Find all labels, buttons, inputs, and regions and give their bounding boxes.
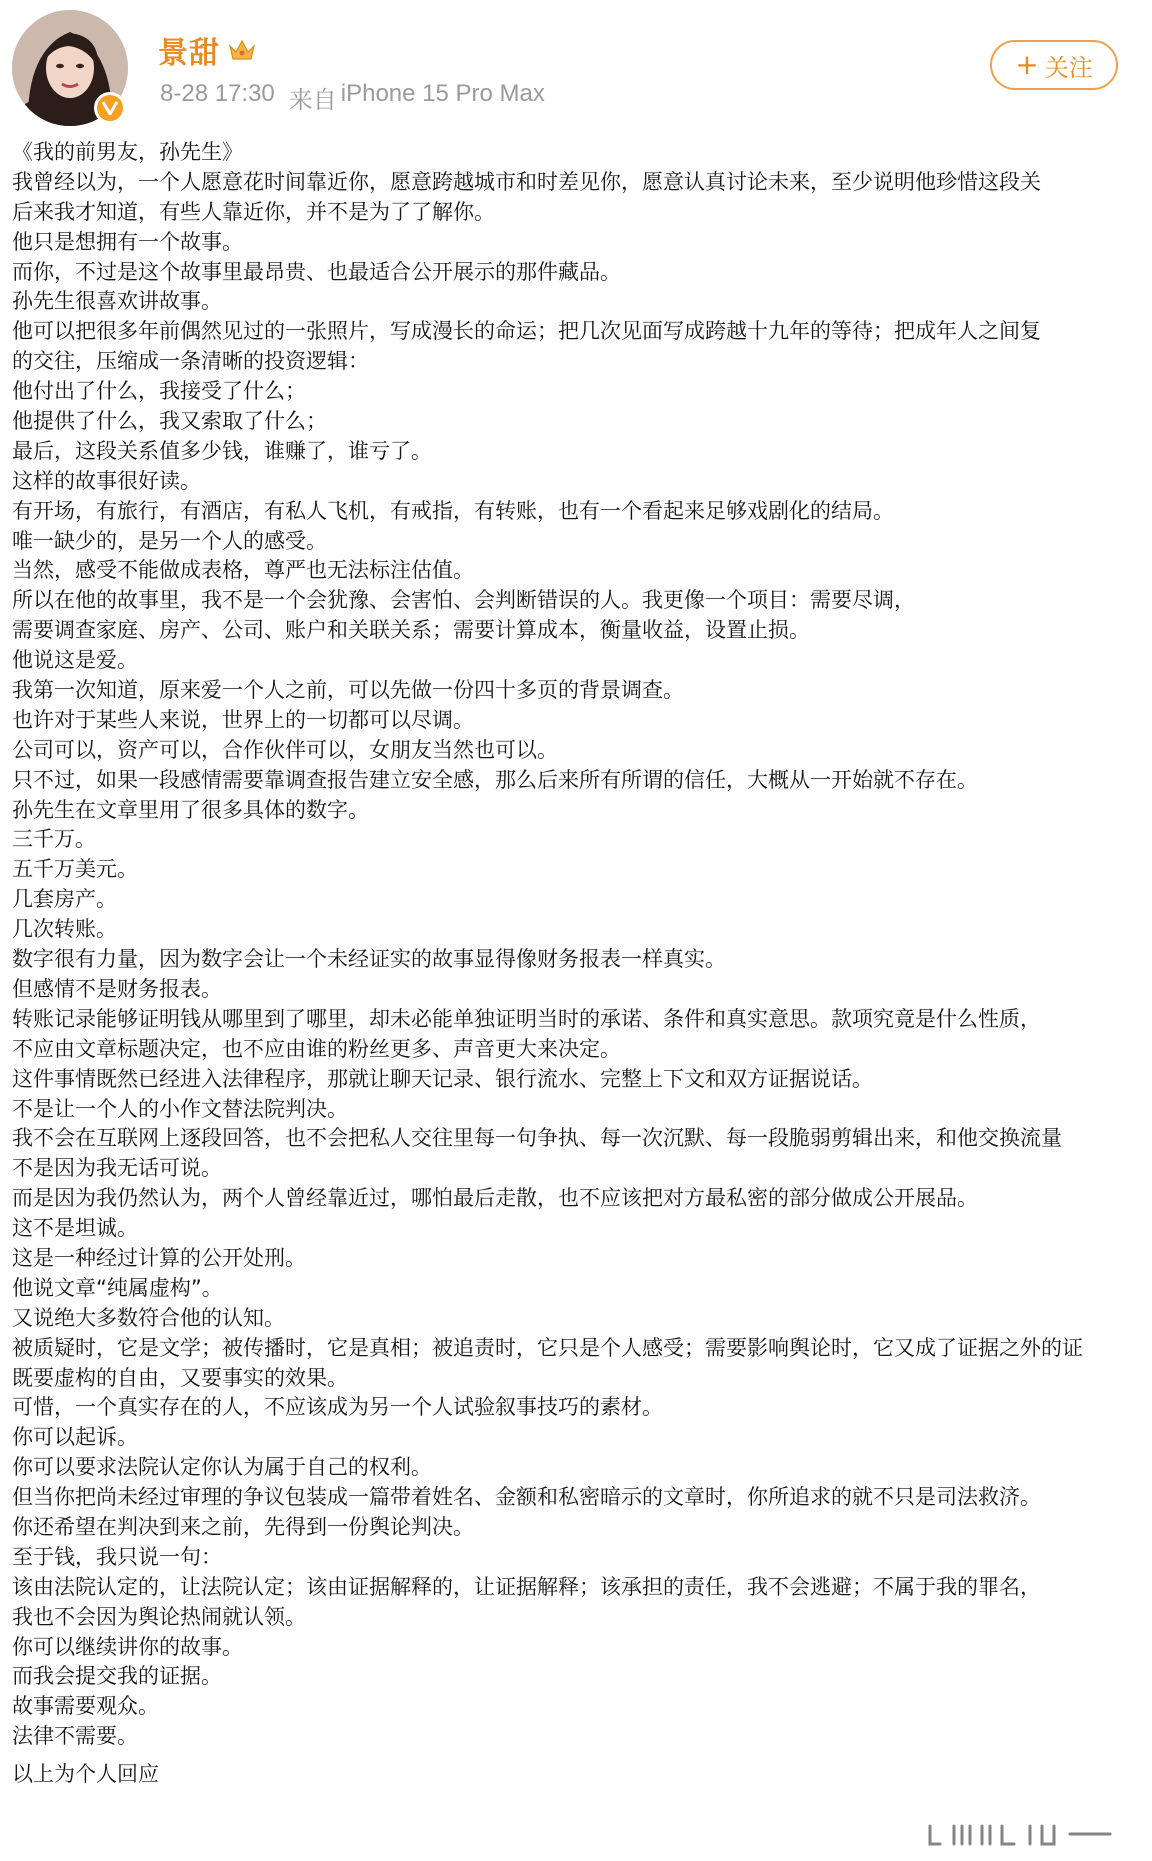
post-paragraph: 也许对于某些人来说，世界上的一切都可以尽调。: [12, 707, 474, 732]
post-paragraph: 他可以把很多年前偶然见过的一张照片，写成漫长的命运；把几次见面写成跨越十九年的等待；把成年人之间复: [12, 319, 1041, 344]
post-paragraph: 孙先生在文章里用了很多具体的数字。: [12, 797, 369, 822]
plus-icon: +: [1015, 48, 1039, 81]
source-device: iPhone 15 Pro Max: [340, 80, 545, 107]
post-paragraph: 我不会在互联网上逐段回答，也不会把私人交往里每一句争执、每一次沉默、每一段脆弱剪辑出来，和他交换流量: [12, 1126, 1062, 1151]
post-paragraph: 他付出了什么，我接受了什么；: [12, 379, 306, 404]
post-paragraph: 但感情不是财务报表。: [12, 976, 222, 1001]
post-paragraph: 不是让一个人的小作文替法院判决。: [12, 1096, 348, 1121]
post-paragraph: 我第一次知道，原来爱一个人之前，可以先做一份四十多页的背景调查。: [12, 678, 684, 703]
post-paragraph: 故事需要观众。: [12, 1694, 159, 1719]
post-paragraph: 他说文章“纯属虚构”。: [12, 1275, 223, 1300]
post-paragraph: 至于钱，我只说一句：: [12, 1544, 222, 1569]
watermark-icon: [910, 1822, 1130, 1850]
post-paragraph: 这不是坦诚。: [12, 1216, 138, 1241]
post-paragraph: 你可以要求法院认定你认为属于自己的权利。: [12, 1455, 432, 1480]
post-header: [0, 0, 1152, 140]
post-paragraph: 孙先生很喜欢讲故事。: [12, 289, 222, 314]
post-title: 《我的前男友，孙先生》: [12, 140, 243, 164]
post-timestamp: 8-28 17:30: [160, 80, 275, 107]
post-paragraph: 而你，不过是这个故事里最昂贵、也最适合公开展示的那件藏品。: [12, 259, 621, 284]
post-paragraph: 他只是想拥有一个故事。: [12, 229, 243, 254]
post-paragraph: 被质疑时，它是文学；被传播时，它是真相；被追责时，它只是个人感受；需要影响舆论时，它又成了证据之外的证: [12, 1335, 1083, 1360]
post-paragraph: 当然，感受不能做成表格，尊严也无法标注估值。: [12, 558, 474, 583]
username[interactable]: 景甜: [158, 36, 220, 71]
post-paragraph: 我也不会因为舆论热闹就认领。: [12, 1604, 306, 1629]
post-paragraph: 公司可以，资产可以，合作伙伴可以，女朋友当然也可以。: [12, 737, 558, 762]
post-paragraph: 只不过，如果一段感情需要靠调查报告建立安全感，那么后来所有所谓的信任，大概从一开始就不存在。: [12, 767, 978, 792]
post-meta: [160, 80, 545, 115]
post-paragraph: 后来我才知道，有些人靠近你，并不是为了了解你。: [12, 199, 495, 224]
follow-label: 关注: [1044, 53, 1093, 82]
follow-button[interactable]: [990, 40, 1118, 90]
post-paragraph: 你可以起诉。: [12, 1425, 138, 1450]
post-paragraph: 有开场，有旅行，有酒店，有私人飞机，有戒指，有转账，也有一个看起来足够戏剧化的结局。: [12, 498, 894, 523]
verified-badge-icon: [94, 92, 126, 124]
post-paragraph: 最后，这段关系值多少钱，谁赚了，谁亏了。: [12, 438, 432, 463]
post-paragraph: 我曾经以为，一个人愿意花时间靠近你，愿意跨越城市和时差见你，愿意认真讨论未来，至少说明他珍惜这段关: [12, 169, 1041, 194]
post-paragraph: 可惜，一个真实存在的人，不应该成为另一个人试验叙事技巧的素材。: [12, 1395, 663, 1420]
post-paragraph: 但当你把尚未经过审理的争议包装成一篇带着姓名、金额和私密暗示的文章时，你所追求的就不只是司法救济。: [12, 1485, 1041, 1510]
post-paragraph: 几次转账。: [12, 917, 117, 942]
post-paragraph: 法律不需要。: [12, 1724, 138, 1749]
post-paragraph: 这件事情既然已经进入法律程序，那就让聊天记录、银行流水、完整上下文和双方证据说话。: [12, 1066, 873, 1091]
post-paragraph: 五千万美元。: [12, 857, 138, 882]
post-paragraph: 而是因为我仍然认为，两个人曾经靠近过，哪怕最后走散，也不应该把对方最私密的部分做成公开展品。: [12, 1186, 978, 1211]
post-paragraph: 转账记录能够证明钱从哪里到了哪里，却未必能单独证明当时的承诺、条件和真实意思。款项究竟是什么性质，: [12, 1006, 1041, 1031]
post-body: [12, 138, 1152, 1790]
post-paragraph: 的交往，压缩成一条清晰的投资逻辑：: [12, 349, 369, 374]
post-paragraph: 又说绝大多数符合他的认知。: [12, 1305, 285, 1330]
post-paragraph: 数字很有力量，因为数字会让一个未经证实的故事显得像财务报表一样真实。: [12, 947, 726, 972]
username-row: [158, 28, 258, 72]
post-paragraph: 你可以继续讲你的故事。: [12, 1634, 243, 1659]
post-paragraph: 他提供了什么，我又索取了什么；: [12, 409, 327, 434]
post-signoff: 以上为个人回应: [12, 1762, 159, 1787]
post-paragraph: 不是因为我无话可说。: [12, 1156, 222, 1181]
post-paragraph: 这是一种经过计算的公开处刑。: [12, 1245, 306, 1270]
post-paragraph: 该由法院认定的，让法院认定；该由证据解释的，让证据解释；该承担的责任，我不会逃避；不属于我的罪名，: [12, 1574, 1041, 1599]
vip-crown-icon: [228, 37, 258, 63]
post-paragraph: 唯一缺少的，是另一个人的感受。: [12, 528, 327, 553]
post-paragraph: 他说这是爱。: [12, 648, 138, 673]
post-paragraph: 需要调查家庭、房产、公司、账户和关联关系；需要计算成本，衡量收益，设置止损。: [12, 618, 810, 643]
post-paragraph: 不应由文章标题决定，也不应由谁的粉丝更多、声音更大来决定。: [12, 1036, 621, 1061]
post-paragraph: 三千万。: [12, 827, 96, 852]
post-paragraph: 几套房产。: [12, 887, 117, 912]
post-paragraph: 这样的故事很好读。: [12, 468, 201, 493]
post-paragraph: 所以在他的故事里，我不是一个会犹豫、会害怕、会判断错误的人。我更像一个项目：需要尽调，: [12, 588, 915, 613]
avatar[interactable]: [12, 10, 128, 126]
source-prefix: 来自: [288, 87, 337, 114]
post-paragraph: 你还希望在判决到来之前，先得到一份舆论判决。: [12, 1514, 474, 1539]
post-paragraph: 既要虚构的自由，又要事实的效果。: [12, 1365, 348, 1390]
post-paragraph: 而我会提交我的证据。: [12, 1664, 222, 1689]
